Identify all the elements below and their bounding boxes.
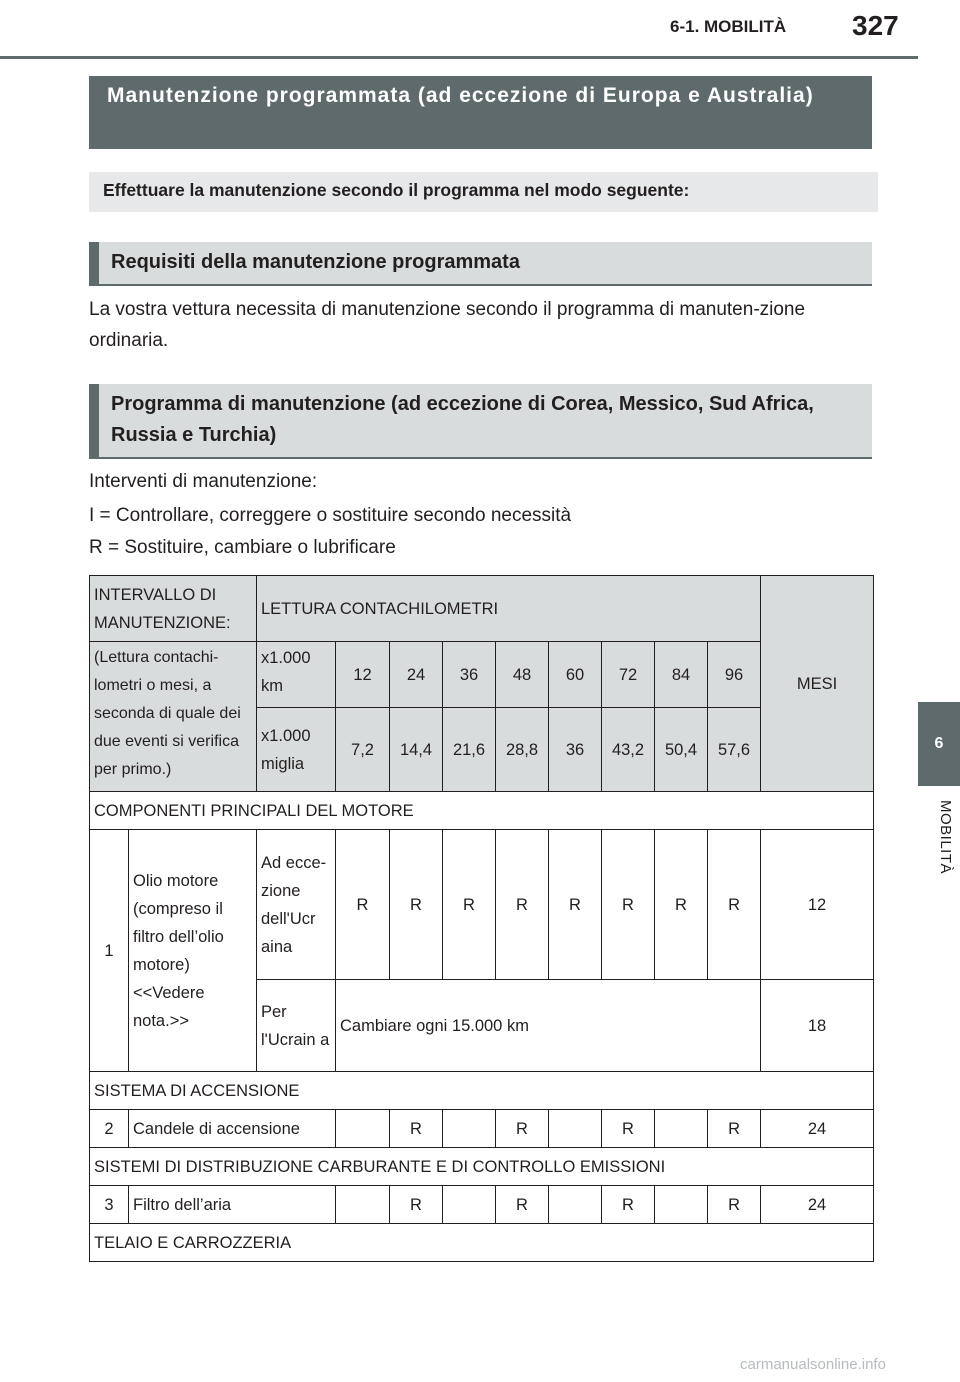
service-cell bbox=[443, 1186, 496, 1224]
legend-r: R = Sostituire, cambiare o lubrificare bbox=[89, 537, 396, 558]
months-value: 24 bbox=[761, 1110, 874, 1148]
item-spark-plugs: Candele di accensione bbox=[129, 1110, 336, 1148]
section-heading-requirements: Requisiti della manutenzione programmata bbox=[89, 242, 872, 286]
km-value: 12 bbox=[336, 642, 390, 708]
km-value: 48 bbox=[496, 642, 549, 708]
miles-value: 21,6 bbox=[443, 708, 496, 792]
service-cell bbox=[655, 1186, 708, 1224]
requirements-text: La vostra vettura necessita di manutenzione secondo il programma di manuten-zione ordinaria. bbox=[89, 299, 806, 351]
service-cell: R bbox=[390, 830, 443, 980]
service-cell: R bbox=[443, 830, 496, 980]
service-cell: R bbox=[496, 830, 549, 980]
miles-value: 36 bbox=[549, 708, 602, 792]
km-value: 84 bbox=[655, 642, 708, 708]
variant-instruction: Cambiare ogni 15.000 km bbox=[336, 980, 761, 1072]
miles-value: 43,2 bbox=[602, 708, 655, 792]
miles-unit: x1.000 miglia bbox=[257, 708, 336, 792]
row-number: 3 bbox=[90, 1186, 129, 1224]
service-cell: R bbox=[496, 1186, 549, 1224]
watermark: carmanualsonline.info bbox=[740, 1356, 886, 1373]
miles-value: 57,6 bbox=[708, 708, 761, 792]
reading-note: (Lettura contachi-lometri o mesi, a seconda di quale dei due eventi si verifica per primo.) bbox=[90, 642, 257, 792]
service-cell bbox=[549, 1186, 602, 1224]
banner-title: Manutenzione programmata (ad eccezione di Europa e Australia) bbox=[89, 76, 872, 149]
service-cell: R bbox=[602, 830, 655, 980]
odometer-label: LETTURA CONTACHILOMETRI bbox=[257, 576, 761, 642]
service-cell: R bbox=[336, 830, 390, 980]
section-ignition: SISTEMA DI ACCENSIONE bbox=[90, 1072, 874, 1110]
section-engine: COMPONENTI PRINCIPALI DEL MOTORE bbox=[90, 792, 874, 830]
section-heading-schedule: Programma di manutenzione (ad eccezione di Corea, Messico, Sud Africa, Russia e Turchia) bbox=[89, 384, 872, 459]
item-air-filter: Filtro dell’aria bbox=[129, 1186, 336, 1224]
interval-label: INTERVALLO DI MANUTENZIONE: bbox=[90, 576, 257, 642]
service-cell bbox=[336, 1110, 390, 1148]
chapter-tab-label: MOBILITÀ bbox=[937, 800, 954, 875]
miles-value: 50,4 bbox=[655, 708, 708, 792]
miles-value: 28,8 bbox=[496, 708, 549, 792]
service-cell: R bbox=[708, 830, 761, 980]
row-number: 1 bbox=[90, 830, 129, 1072]
months-value: 24 bbox=[761, 1186, 874, 1224]
service-cell: R bbox=[708, 1110, 761, 1148]
section-title: 6-1. MOBILITÀ bbox=[670, 17, 787, 36]
intro-note: Effettuare la manutenzione secondo il programma nel modo seguente: bbox=[89, 172, 878, 212]
item-engine-oil: Olio motore (compreso il filtro dell’olio motore) <<Vedere nota.>> bbox=[129, 830, 257, 1072]
variant-label: Ad ecce-zione dell'Ucr aina bbox=[257, 830, 336, 980]
months-value: 12 bbox=[761, 830, 874, 980]
months-value: 18 bbox=[761, 980, 874, 1072]
service-cell: R bbox=[602, 1186, 655, 1224]
chapter-tab: 6 bbox=[918, 702, 960, 786]
variant-label: Per l'Ucrain a bbox=[257, 980, 336, 1072]
km-value: 96 bbox=[708, 642, 761, 708]
section-chassis: TELAIO E CARROZZERIA bbox=[90, 1224, 874, 1262]
service-cell bbox=[655, 1110, 708, 1148]
km-value: 24 bbox=[390, 642, 443, 708]
km-value: 60 bbox=[549, 642, 602, 708]
service-cell: R bbox=[708, 1186, 761, 1224]
months-header: MESI bbox=[761, 576, 874, 792]
km-unit: x1.000 km bbox=[257, 642, 336, 708]
page-number: 327 bbox=[852, 10, 899, 41]
service-cell bbox=[443, 1110, 496, 1148]
legend-i: I = Controllare, correggere o sostituire secondo necessità bbox=[89, 505, 572, 526]
service-cell: R bbox=[390, 1110, 443, 1148]
km-value: 72 bbox=[602, 642, 655, 708]
miles-value: 7,2 bbox=[336, 708, 390, 792]
miles-value: 14,4 bbox=[390, 708, 443, 792]
service-cell: R bbox=[496, 1110, 549, 1148]
service-cell: R bbox=[390, 1186, 443, 1224]
section-fuel: SISTEMI DI DISTRIBUZIONE CARBURANTE E DI CONTROLLO EMISSIONI bbox=[90, 1148, 874, 1186]
row-number: 2 bbox=[90, 1110, 129, 1148]
maintenance-table bbox=[89, 575, 874, 1262]
service-cell bbox=[336, 1186, 390, 1224]
km-value: 36 bbox=[443, 642, 496, 708]
service-cell: R bbox=[602, 1110, 655, 1148]
service-cell: R bbox=[655, 830, 708, 980]
service-cell: R bbox=[549, 830, 602, 980]
service-cell bbox=[549, 1110, 602, 1148]
header-rule bbox=[0, 56, 918, 59]
legend-title: Interventi di manutenzione: bbox=[89, 471, 318, 492]
